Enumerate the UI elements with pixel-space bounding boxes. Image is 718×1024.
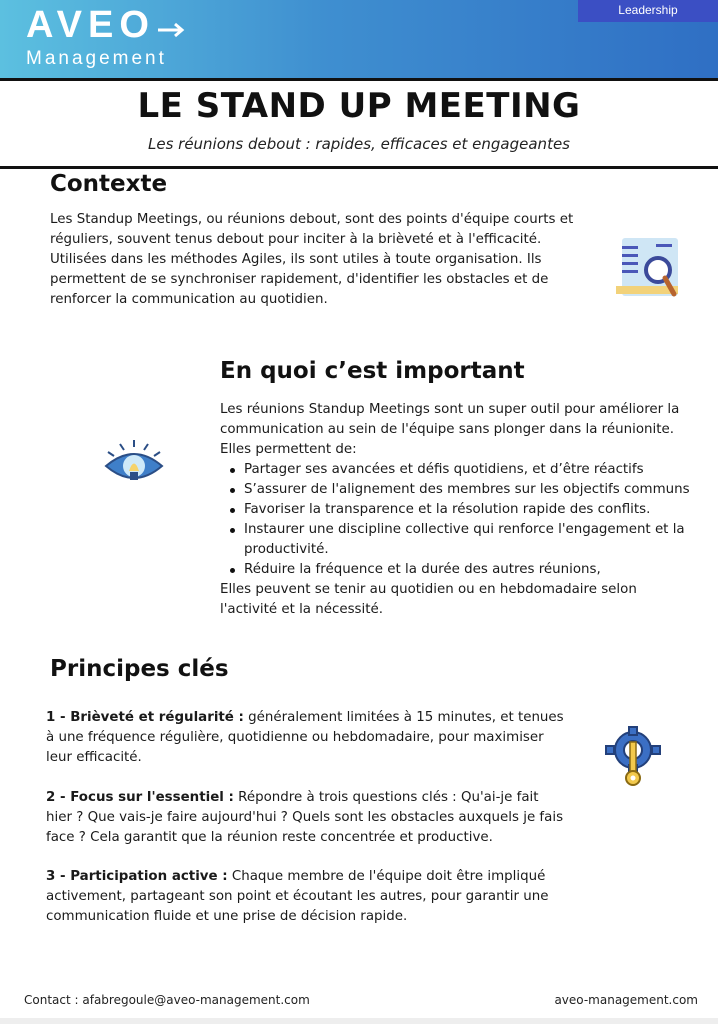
principle-text: Chaque membre de l'équipe doit être impliqué activement, partageant son point et écoutant les autres, pour garantir une communication fluide et une prise de décision rapide.: [46, 869, 549, 924]
principle-text: Répondre à trois questions clés : Qu'ai-je fait hier ? Que vais-je faire aujourd'hui ? Quels sont les obstacles auxquels je fais face ? Cela garantit que la réunion reste concentrée et productive.: [46, 790, 564, 845]
list-item: S’assurer de l'alignement des membres sur les objectifs communs: [230, 480, 695, 500]
page-title: LE STAND UP MEETING: [137, 86, 581, 126]
importance-heading: En quoi c’est important: [220, 358, 525, 384]
importance-list: [230, 460, 695, 580]
principle-label: 3 - Participation active :: [46, 869, 228, 884]
eye-idea-icon: [102, 438, 166, 492]
principle-label: 2 - Focus sur l'essentiel :: [46, 790, 234, 805]
importance-section: [220, 400, 695, 620]
list-item: Réduire la fréquence et la durée des autres réunions,: [230, 560, 695, 580]
list-item: Partager ses avancées et défis quotidiens, et d’être réactifs: [230, 460, 695, 480]
logo-subtitle: Management: [26, 48, 167, 69]
principles-heading: Principes clés: [50, 656, 229, 682]
category-tag: Leadership: [578, 0, 718, 22]
principle-item: [46, 708, 566, 768]
context-paragraph: Les Standup Meetings, ou réunions debout, sont des points d'équipe courts et réguliers, souvent tenus debout pour inciter à la brièveté et à l'efficacité. Utilisées dans les méthodes Agiles, ils sont utiles à toute organisation. Ils permettent de se synchroniser rapidement, d'identifier les obstacles et de renforcer la communication au quotidien.: [50, 212, 574, 307]
principle-item: [46, 788, 566, 848]
logo-arrow-icon: [118, 8, 188, 44]
list-item: Favoriser la transparence et la résolution rapide des conflits.: [230, 500, 695, 520]
title-bottom-rule: [0, 166, 718, 169]
importance-intro: Les réunions Standup Meetings sont un super outil pour améliorer la communication au sein de l'équipe sans plonger dans la réunionite. Elles permettent de:: [220, 402, 680, 457]
principle-text: généralement limitées à 15 minutes, et tenues à une fréquence régulière, quotidienne ou hebdomadaire, pour maximiser leur efficacité.: [46, 710, 564, 765]
list-item: Instaurer une discipline collective qui renforce l'engagement et la productivité.: [230, 520, 695, 560]
principle-item: [46, 867, 566, 927]
context-heading: Contexte: [50, 171, 168, 197]
principle-label: 1 - Brièveté et régularité :: [46, 710, 244, 725]
logo-text: AVEO: [26, 4, 155, 46]
importance-outro: Elles peuvent se tenir au quotidien ou en hebdomadaire selon l'activité et la nécessité.: [220, 582, 637, 617]
footer-strip: [0, 1018, 718, 1024]
page-subtitle: Les réunions debout : rapides, efficaces et engageantes: [147, 135, 570, 153]
gear-key-icon: [604, 726, 662, 788]
footer-website[interactable]: aveo-management.com: [554, 993, 698, 1007]
footer-contact[interactable]: Contact : afabregoule@aveo-management.com: [24, 993, 310, 1007]
document-search-icon: [612, 234, 682, 304]
title-top-rule: [0, 78, 718, 81]
